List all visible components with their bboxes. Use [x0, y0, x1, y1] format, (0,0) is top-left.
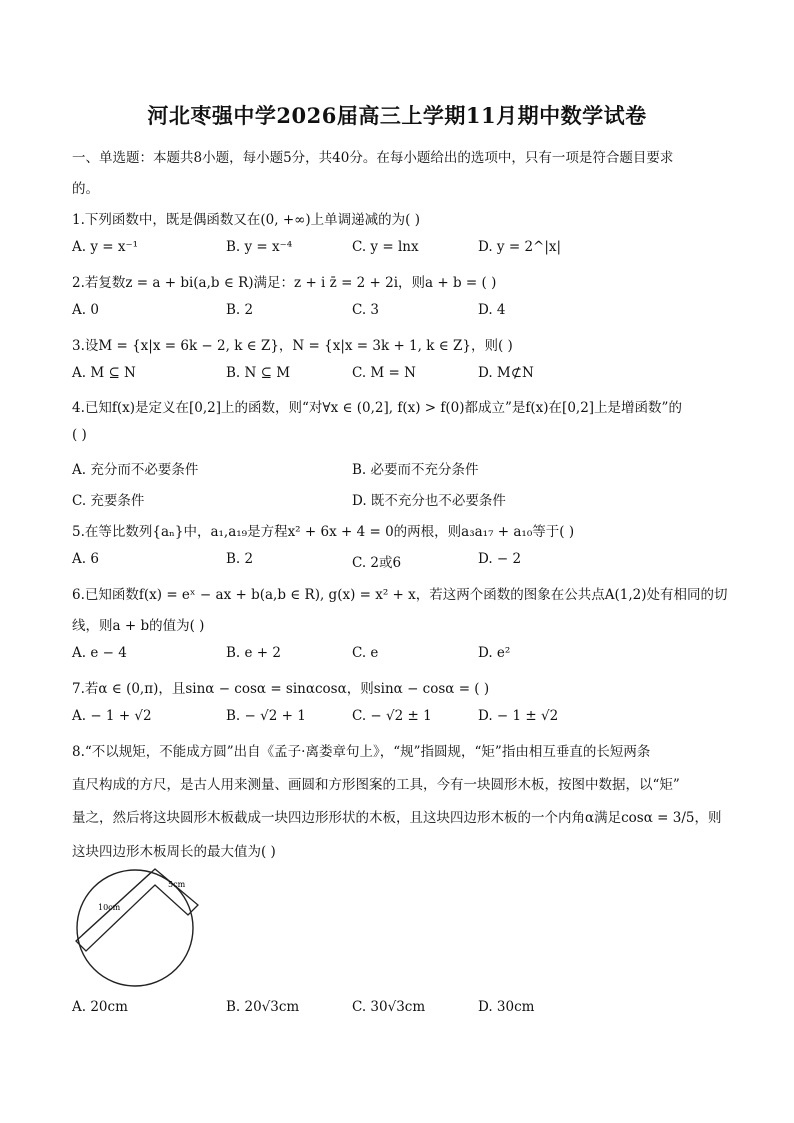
question-2-option-a: A. 0 [72, 302, 99, 318]
question-3-option-a: A. M ⊆ N [72, 365, 136, 381]
circle-square-figure [70, 865, 200, 990]
question-6-option-a: A. e − 4 [72, 645, 127, 661]
question-8-option-b: B. 20√3cm [226, 999, 300, 1015]
question-8-stem-line2: 直尺构成的方尺，是古人用来测量、画圆和方形图案的工具，今有一块圆形木板，按图中数据，以“矩” [72, 777, 680, 793]
question-5-stem: 5.在等比数列{aₙ}中，a₁,a₁₉是方程x² + 6x + 4 = 0的两根，则a₃a₁₇ + a₁₀等于( ) [72, 524, 575, 540]
question-7-option-a: A. − 1 + √2 [72, 708, 152, 724]
question-1-option-d: D. y = 2^|x| [478, 239, 562, 255]
page-title: 河北枣强中学2026届高三上学期11月期中数学试卷 [147, 103, 647, 128]
question-7-option-b: B. − √2 + 1 [226, 708, 306, 724]
question-3-option-d: D. M⊄N [478, 365, 534, 381]
question-6-option-c: C. e [352, 645, 379, 661]
question-8-stem-line4: 这块四边形木板周长的最大值为( ) [72, 844, 276, 860]
question-8-stem-line1: 8.“不以规矩，不能成方圆”出自《孟子·离娄章句上》，“规”指圆规，“矩”指由相互垂直的长短两条 [72, 744, 651, 760]
question-1-stem: 1.下列函数中，既是偶函数又在(0, +∞)上单调递减的为( ) [72, 212, 420, 228]
question-2-option-d: D. 4 [478, 302, 506, 318]
question-2-option-c: C. 3 [352, 302, 380, 318]
question-6-stem-line2: 线，则a + b的值为( ) [72, 618, 205, 634]
question-6-stem-line1: 6.已知函数f(x) = eˣ − ax + b(a,b ∈ R), g(x) = x² + x，若这两个函数的图象在公共点A(1,2)处有相同的切 [72, 587, 728, 603]
question-6-option-b: B. e + 2 [226, 645, 281, 661]
question-5-option-c: C. 2或6 [352, 555, 402, 571]
question-3-stem: 3.设M = {x|x = 6k − 2, k ∈ Z}，N = {x|x = 3k + 1, k ∈ Z}，则( ) [72, 338, 513, 354]
question-4-option-c: C. 充要条件 [72, 493, 145, 509]
long-arm-label: 10cm [98, 903, 121, 912]
question-4-option-a: A. 充分而不必要条件 [72, 462, 199, 478]
question-4-stem-line1: 4.已知f(x)是定义在[0,2]上的函数，则“对∀x ∈ (0,2], f(x) > f(0)都成立”是f(x)在[0,2]上是增函数”的 [72, 400, 682, 416]
question-4-option-d: D. 既不充分也不必要条件 [352, 493, 506, 509]
question-4-stem-line2: ( ) [72, 427, 87, 443]
question-7-option-c: C. − √2 ± 1 [352, 708, 432, 724]
question-1-option-b: B. y = x⁻⁴ [226, 239, 293, 255]
question-8-option-d: D. 30cm [478, 999, 535, 1015]
question-5-option-b: B. 2 [226, 551, 254, 567]
question-8-option-c: C. 30√3cm [352, 999, 426, 1015]
question-7-stem: 7.若α ∈ (0,π)，且sinα − cosα = sinαcosα，则sinα − cosα = ( ) [72, 681, 490, 697]
question-7-option-d: D. − 1 ± √2 [478, 708, 559, 724]
question-8-stem-line3: 量之，然后将这块圆形木板截成一块四边形形状的木板，且这块四边形木板的一个内角α满足cosα = 3/5，则 [72, 810, 722, 826]
question-3-option-c: C. M = N [352, 365, 416, 381]
question-3-option-b: B. N ⊆ M [226, 365, 291, 381]
question-8-option-a: A. 20cm [72, 999, 128, 1015]
section-heading-line1: 一、单选题：本题共8小题，每小题5分，共40分。在每小题给出的选项中，只有一项是符合题目要求 [72, 150, 674, 166]
question-5-option-a: A. 6 [72, 551, 99, 567]
question-5-option-d: D. − 2 [478, 551, 522, 567]
short-arm-label: 5cm [168, 880, 186, 889]
question-2-option-b: B. 2 [226, 302, 254, 318]
question-4-option-b: B. 必要而不充分条件 [352, 462, 479, 478]
question-1-option-a: A. y = x⁻¹ [72, 239, 139, 255]
section-heading-line2: 的。 [72, 181, 99, 197]
question-2-stem: 2.若复数z = a + bi(a,b ∈ R)满足：z + i z̄ = 2 + 2i，则a + b = ( ) [72, 275, 497, 291]
question-6-option-d: D. e² [478, 645, 511, 661]
question-1-option-c: C. y = lnx [352, 239, 419, 255]
